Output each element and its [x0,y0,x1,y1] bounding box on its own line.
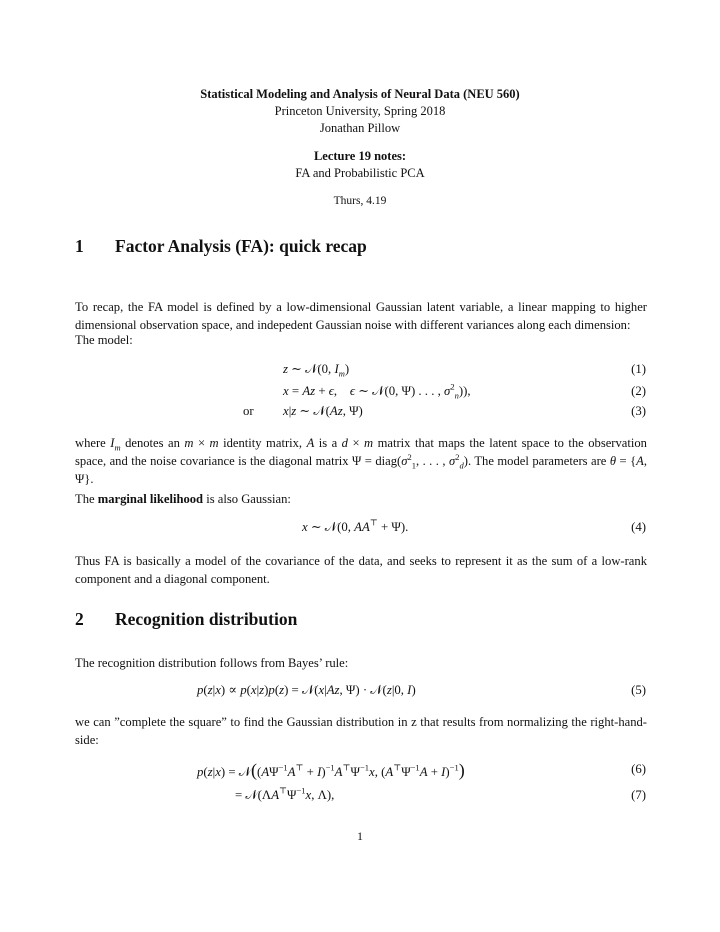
section-number: 1 [75,236,84,256]
equation-3-or: or [243,404,254,418]
equation-number: (4) [631,520,646,534]
equation-5: p(z|x) ∝ p(x|z)p(z) = 𝒩(x|Az, Ψ) · 𝒩(z|0, I) [197,683,416,697]
course-title: Statistical Modeling and Analysis of Neural Data (NEU 560) [200,87,520,101]
model-label: The model: [75,333,133,347]
section-number: 2 [75,609,84,629]
section-title: Recognition distribution [115,609,298,629]
equation-number: (5) [631,683,646,697]
recognition-intro: The recognition distribution follows from Bayes’ rule: [75,656,349,670]
equation-number: (3) [631,404,646,418]
lecture-title: Lecture 19 notes: [313,149,407,163]
marginal-paragraph: The marginal likelihood is also Gaussian: [75,492,291,506]
section-title: Factor Analysis (FA): quick recap [115,236,367,256]
equation-number: (1) [631,362,646,376]
marginal-likelihood-term: marginal likelihood [97,492,204,506]
lecture-topic: FA and Probabilistic PCA [295,166,425,180]
equation-number: (7) [631,788,646,802]
author-line: Jonathan Pillow [319,121,401,135]
page-number: 1 [357,829,363,843]
recap-paragraph: To recap, the FA model is defined by a low-dimensional Gaussian latent variable, a linear mapping to higher dimensional observation space, and indepedent Gaussian noise with different variances along each dimension: [75,300,647,332]
lecture-date: Thurs, 4.19 [333,195,387,207]
equation-6: $p(z|x) = 𝒩((A\Psi^{-1}A^⊤ + I)^{-1}A^⊤\Psi^{-1}x$, $(A^⊤\Psi^{-1}A + I)^{-1}$) [197,760,465,780]
university-line: Princeton University, Spring 2018 [274,104,446,118]
equation-number: (6) [631,762,646,776]
equation-number: (2) [631,384,646,398]
equation-3: x|z ∼ 𝒩(Az, Ψ) [283,404,363,418]
equation-7: = $𝒩(\Lambda A^⊤\Psi^{-1}x$, Λ), [235,785,335,802]
section-heading-1 [75,236,367,257]
thus-paragraph: Thus FA is basically a model of the covariance of the data, and seeks to represent it as the sum of a low-rank component and a diagonal component. [75,554,647,586]
complete-square-paragraph: we can ”complete the square” to find the Gaussian distribution in z that results from normalizing the right-hand-side: [75,715,647,747]
equation-4: x ∼ 𝒩(0, AA⊤ + Ψ). [302,517,409,534]
equation-1: z ∼ 𝒩(0, $I_m$) [283,362,350,379]
section-heading-2 [75,609,297,630]
definitions-paragraph: where $I_m$ denotes an m × m identity matrix, A is a d × m matrix that maps the latent space to the observation space, and the noise covariance is the diagonal matrix $\Psi = diag(\sigma^2_1$, . . . , $\sigma^2_d$). The model parameters are θ = {A, Ψ}. [75,436,648,486]
equation-2: x = Az + ϵ, ϵ ∼ 𝒩(0, Ψ) . . . , $\sigma^2_n$)), [283,381,471,401]
